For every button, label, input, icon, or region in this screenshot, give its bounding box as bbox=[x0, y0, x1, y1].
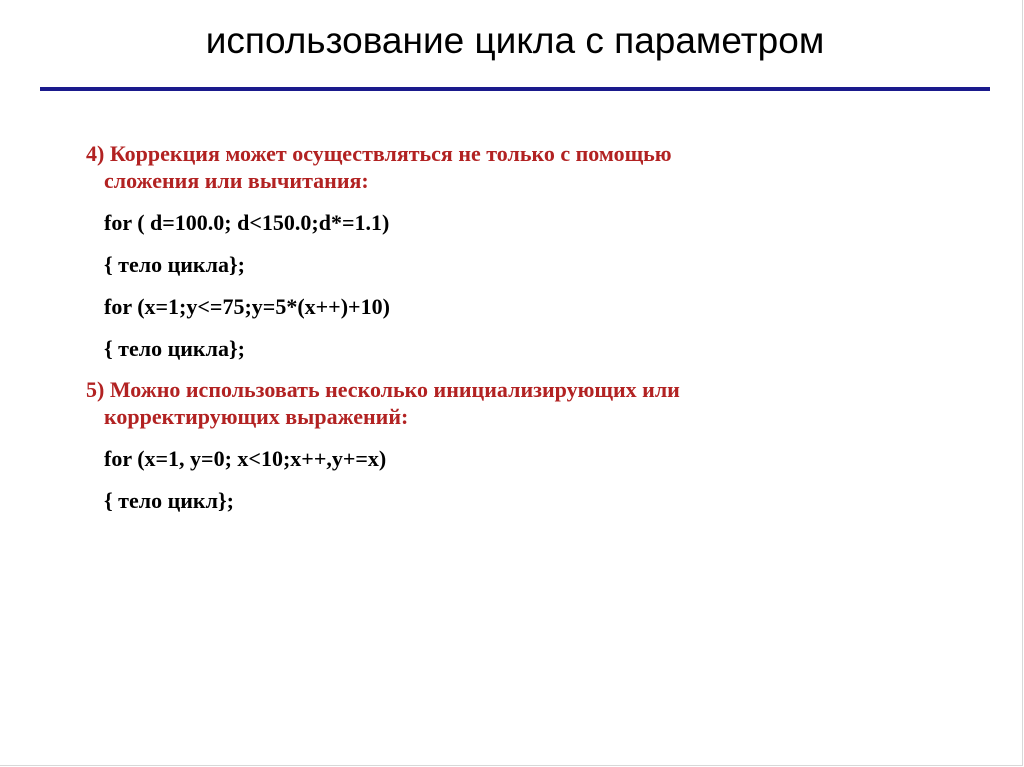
slide-title: использование цикла с параметром bbox=[205, 20, 825, 61]
point-5-line2: корректирующих выражений: bbox=[104, 404, 409, 429]
code-line: for (x=1;y<=75;y=5*(x++)+10) bbox=[104, 294, 390, 319]
code-line: for (x=1, y=0; x<10;x++,y+=x) bbox=[104, 446, 387, 471]
point-4-line2: сложения или вычитания: bbox=[104, 168, 369, 193]
code-line: { тело цикла}; bbox=[104, 252, 245, 277]
code-line: { тело цикла}; bbox=[104, 336, 245, 361]
point-5 bbox=[86, 376, 906, 430]
title-underline bbox=[40, 87, 990, 91]
code-line: for ( d=100.0; d<150.0;d*=1.1) bbox=[104, 210, 390, 235]
code-line: { тело цикл}; bbox=[104, 488, 234, 513]
slide-content bbox=[86, 140, 906, 514]
point-4-line1: 4) Коррекция может осуществляться не только с помощью bbox=[86, 141, 672, 166]
point-4 bbox=[86, 140, 906, 194]
point-5-line1: 5) Можно использовать несколько инициализирующих или bbox=[86, 377, 680, 402]
